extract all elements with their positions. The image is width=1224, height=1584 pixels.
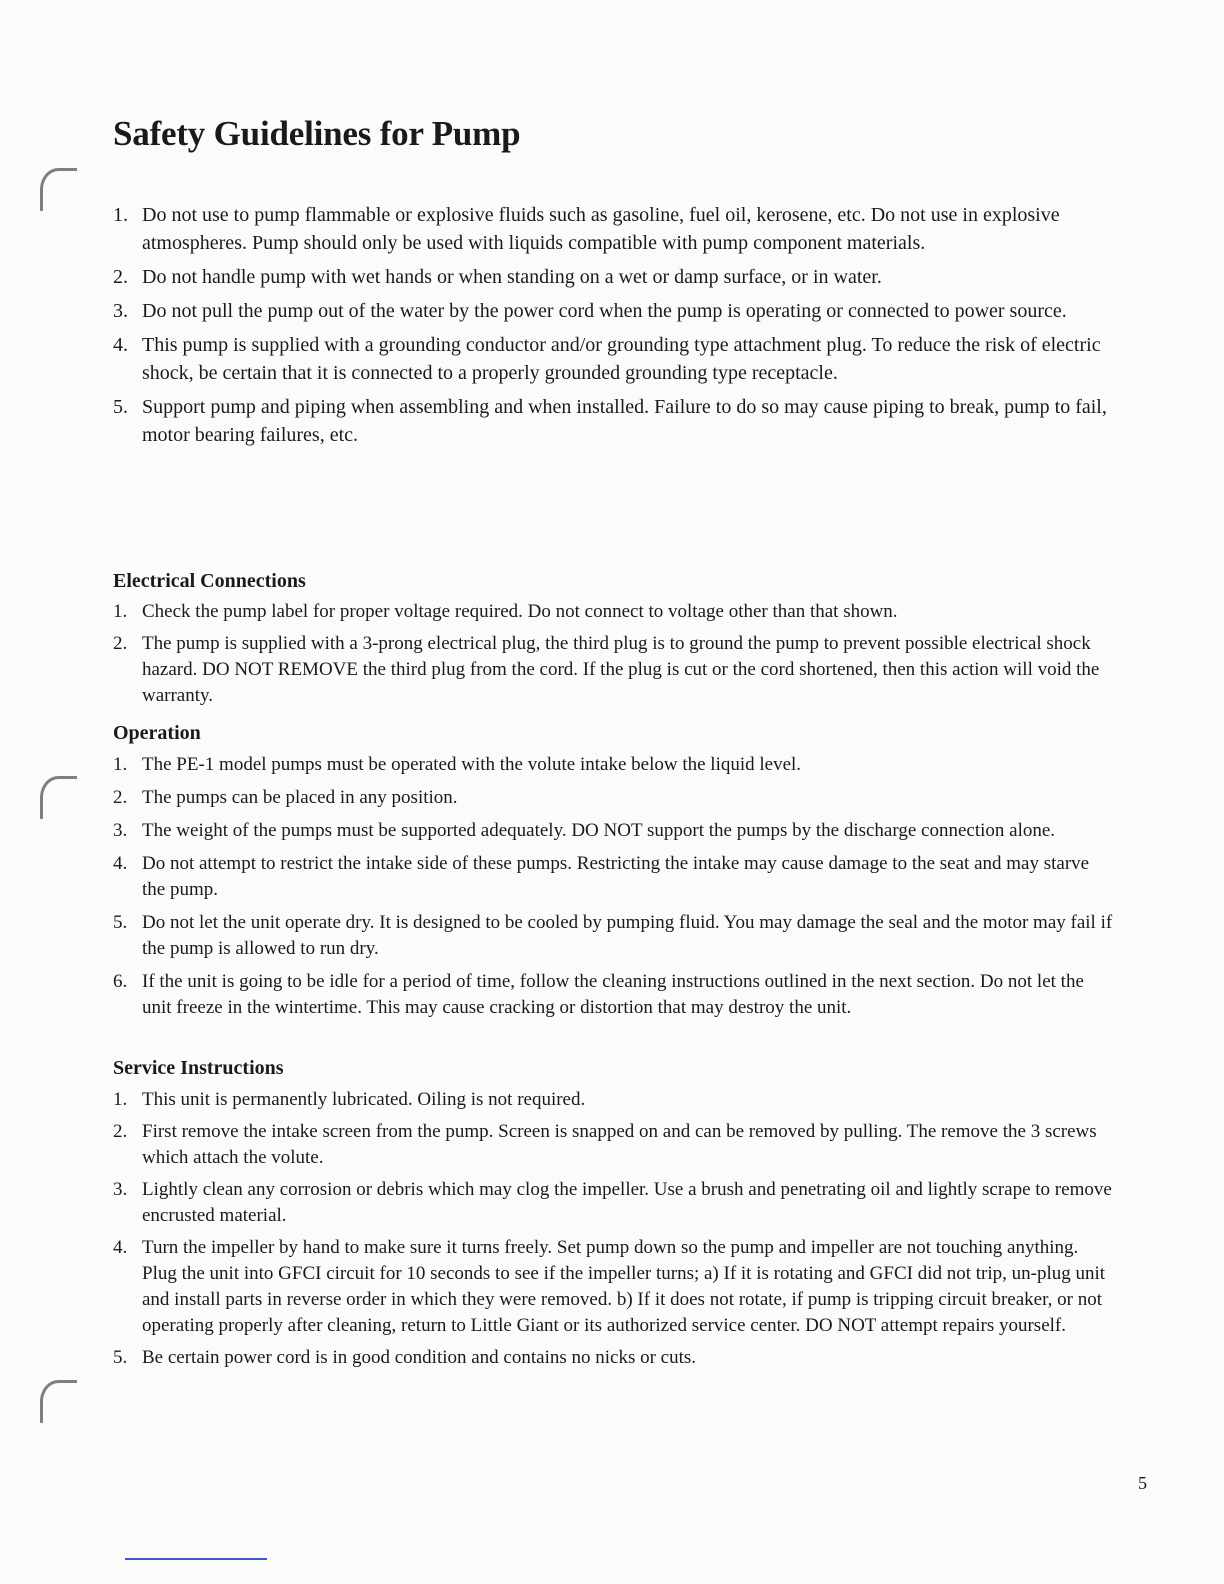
punch-hole-mark bbox=[40, 1380, 77, 1423]
scan-artifact-line bbox=[125, 1558, 267, 1560]
item-text: The PE-1 model pumps must be operated with the volute intake below the liquid level. bbox=[142, 754, 802, 775]
list-item bbox=[113, 1119, 1113, 1171]
item-text: Turn the impeller by hand to make sure it turns freely. Set pump down so the pump and impeller are not touching anything. Plug the unit into GFCI circuit for 10 seconds to see if the impeller turns; a) If it is rotating and GFCI did not trip, un-plug unit and install parts in reverse order in which they were removed. b) If it does not rotate, if pump is tripping circuit breaker, or not operating properly after cleaning, return to Little Giant or its authorized service center. DO NOT attempt repairs yourself. bbox=[142, 1237, 1106, 1336]
list-item bbox=[113, 631, 1113, 709]
list-item bbox=[113, 1087, 1113, 1113]
punch-hole-mark bbox=[40, 168, 77, 211]
list-item bbox=[113, 818, 1113, 844]
item-number: 4. bbox=[113, 334, 128, 356]
item-text: The weight of the pumps must be supported adequately. DO NOT support the pumps by the discharge connection alone. bbox=[142, 820, 1056, 841]
list-item bbox=[113, 1345, 1113, 1371]
item-text: Lightly clean any corrosion or debris which may clog the impeller. Use a brush and penetrating oil and lightly scrape to remove encrusted material. bbox=[142, 1179, 1112, 1226]
item-text: First remove the intake screen from the pump. Screen is snapped on and can be removed by pulling. The remove the 3 screws which attach the volute. bbox=[142, 1121, 1097, 1168]
list-item bbox=[113, 1177, 1113, 1229]
item-number: 3. bbox=[113, 1179, 128, 1200]
list-item bbox=[113, 910, 1113, 962]
item-text: If the unit is going to be idle for a period of time, follow the cleaning instructions outlined in the next section. Do not let the unit freeze in the wintertime. This may cause cracking or distortion that may destroy the unit. bbox=[142, 971, 1084, 1018]
item-number: 6. bbox=[113, 971, 128, 992]
item-number: 2. bbox=[113, 787, 128, 808]
item-text: Do not attempt to restrict the intake side of these pumps. Restricting the intake may cause damage to the seat and may starve the pump. bbox=[142, 853, 1090, 900]
list-item bbox=[113, 331, 1113, 387]
item-number: 2. bbox=[113, 633, 128, 654]
service-list bbox=[113, 1087, 1113, 1377]
operation-heading: Operation bbox=[113, 722, 201, 744]
item-text: Support pump and piping when assembling and when installed. Failure to do so may cause piping to break, pump to fail, motor bearing failures, etc. bbox=[142, 396, 1107, 446]
item-text: This pump is supplied with a grounding conductor and/or grounding type attachment plug. To reduce the risk of electric shock, be certain that it is connected to a properly grounded grounding type receptacle. bbox=[142, 334, 1101, 384]
item-number: 1. bbox=[113, 601, 128, 622]
item-text: The pump is supplied with a 3-prong electrical plug, the third plug is to ground the pump to prevent possible electrical shock hazard. DO NOT REMOVE the third plug from the cord. If the plug is cut or the cord shortened, then this action will void the warranty. bbox=[142, 633, 1100, 706]
item-number: 3. bbox=[113, 300, 128, 322]
item-number: 2. bbox=[113, 266, 128, 288]
list-item bbox=[113, 393, 1113, 449]
electrical-heading: Electrical Connections bbox=[113, 570, 306, 592]
list-item bbox=[113, 785, 1113, 811]
item-number: 4. bbox=[113, 1237, 128, 1258]
list-item bbox=[113, 1235, 1113, 1339]
punch-hole-mark bbox=[40, 776, 77, 819]
item-number: 1. bbox=[113, 1089, 128, 1110]
item-number: 5. bbox=[113, 396, 128, 418]
list-item bbox=[113, 263, 1113, 291]
list-item bbox=[113, 752, 1113, 778]
item-text: The pumps can be placed in any position. bbox=[142, 787, 458, 808]
page-title: Safety Guidelines for Pump bbox=[113, 114, 521, 153]
safety-list bbox=[113, 201, 1113, 455]
list-item bbox=[113, 599, 1113, 625]
item-number: 3. bbox=[113, 820, 128, 841]
service-heading: Service Instructions bbox=[113, 1057, 284, 1079]
list-item bbox=[113, 851, 1113, 903]
item-text: Be certain power cord is in good condition and contains no nicks or cuts. bbox=[142, 1347, 697, 1368]
item-number: 2. bbox=[113, 1121, 128, 1142]
item-text: Do not pull the pump out of the water by the power cord when the pump is operating or connected to power source. bbox=[142, 300, 1067, 322]
item-number: 4. bbox=[113, 853, 128, 874]
list-item bbox=[113, 969, 1113, 1021]
item-text: Do not use to pump flammable or explosive fluids such as gasoline, fuel oil, kerosene, etc. Do not use in explosive atmospheres. Pump should only be used with liquids compatible with pump component materials. bbox=[142, 204, 1060, 254]
item-text: Check the pump label for proper voltage required. Do not connect to voltage other than that shown. bbox=[142, 601, 898, 622]
item-number: 1. bbox=[113, 204, 128, 226]
item-number: 5. bbox=[113, 912, 128, 933]
list-item bbox=[113, 297, 1113, 325]
item-number: 5. bbox=[113, 1347, 128, 1368]
item-text: Do not let the unit operate dry. It is designed to be cooled by pumping fluid. You may damage the seal and the motor may fail if the pump is allowed to run dry. bbox=[142, 912, 1113, 959]
electrical-list bbox=[113, 599, 1113, 715]
item-text: This unit is permanently lubricated. Oiling is not required. bbox=[142, 1089, 586, 1110]
item-text: Do not handle pump with wet hands or when standing on a wet or damp surface, or in water. bbox=[142, 266, 882, 288]
operation-list bbox=[113, 752, 1113, 1028]
list-item bbox=[113, 201, 1113, 257]
item-number: 1. bbox=[113, 754, 128, 775]
page-number: 5 bbox=[1138, 1473, 1147, 1493]
